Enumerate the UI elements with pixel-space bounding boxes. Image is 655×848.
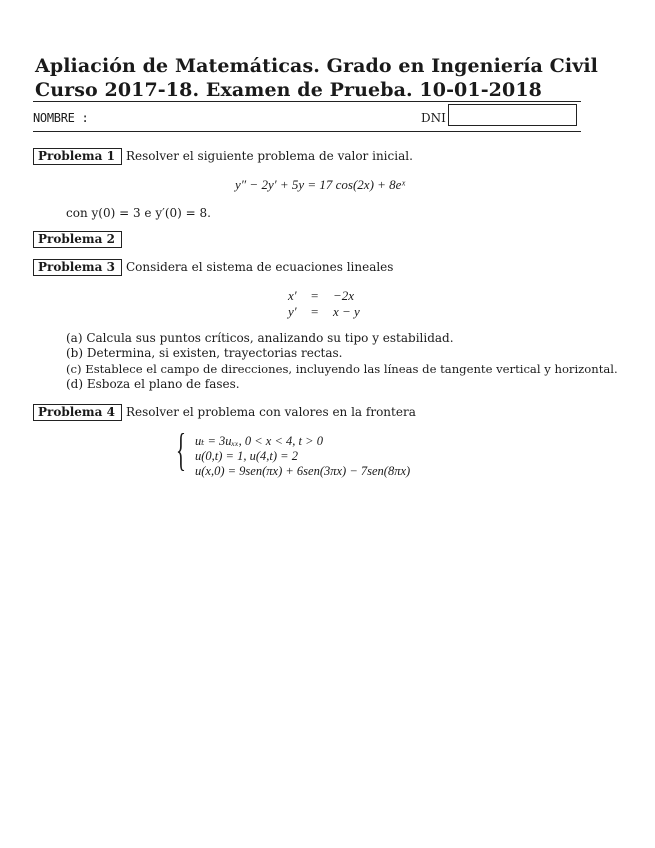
- problem-3-item-b: (b) Determina, si existen, trayectorias rectas.: [66, 346, 343, 360]
- dni-field[interactable]: [448, 104, 577, 126]
- nombre-label: NOMBRE :: [33, 111, 89, 125]
- problem-4-label: Problema 4: [33, 404, 122, 421]
- problem-1-condition: con y(0) = 3 e y′(0) = 8.: [66, 206, 211, 220]
- problem-3-item-d: (d) Esboza el plano de fases.: [66, 377, 240, 391]
- dni-label: DNI: [421, 111, 446, 125]
- exam-title-line-1: Apliación de Matemáticas. Grado en Ingeniería Civil: [35, 55, 598, 77]
- left-brace: {: [176, 424, 186, 475]
- system-row-1-lhs: x′: [288, 288, 297, 303]
- problem-1-label: Problema 1: [33, 148, 122, 165]
- system-row-1-rhs: −2x: [333, 288, 355, 303]
- problem-3-item-c: (c) Establece el campo de direcciones, incluyendo las líneas de tangente vertical y horizontal.: [66, 362, 618, 376]
- bvp-equation-3: u(x,0) = 9sen(πx) + 6sen(3πx) − 7sen(8πx): [195, 464, 411, 478]
- exam-title-line-2: Curso 2017-18. Examen de Prueba. 10-01-2018: [35, 79, 542, 101]
- problem-4-statement: Resolver el problema con valores en la frontera: [126, 405, 416, 419]
- system-row-2-lhs: y′: [288, 304, 297, 319]
- bvp-equation-2: u(0,t) = 1, u(4,t) = 2: [195, 449, 298, 463]
- system-row-2-rhs: x − y: [333, 304, 360, 319]
- problem-2-label: Problema 2: [33, 231, 122, 248]
- header-rule-top: [33, 101, 581, 102]
- problem-1-equation: y″ − 2y′ + 5y = 17 cos(2x) + 8eˣ: [235, 177, 406, 192]
- problem-3-statement: Considera el sistema de ecuaciones lineales: [126, 260, 394, 274]
- header-rule-bottom: [33, 131, 581, 132]
- system-row-2-eq: =: [311, 304, 319, 319]
- bvp-equation-1: uₜ = 3uₓₓ, 0 < x < 4, t > 0: [195, 434, 323, 448]
- system-row-1-eq: =: [311, 288, 319, 303]
- problem-1-statement: Resolver el siguiente problema de valor inicial.: [126, 149, 413, 163]
- problem-3-item-a: (a) Calcula sus puntos críticos, analizando su tipo y estabilidad.: [66, 331, 454, 345]
- problem-3-label: Problema 3: [33, 259, 122, 276]
